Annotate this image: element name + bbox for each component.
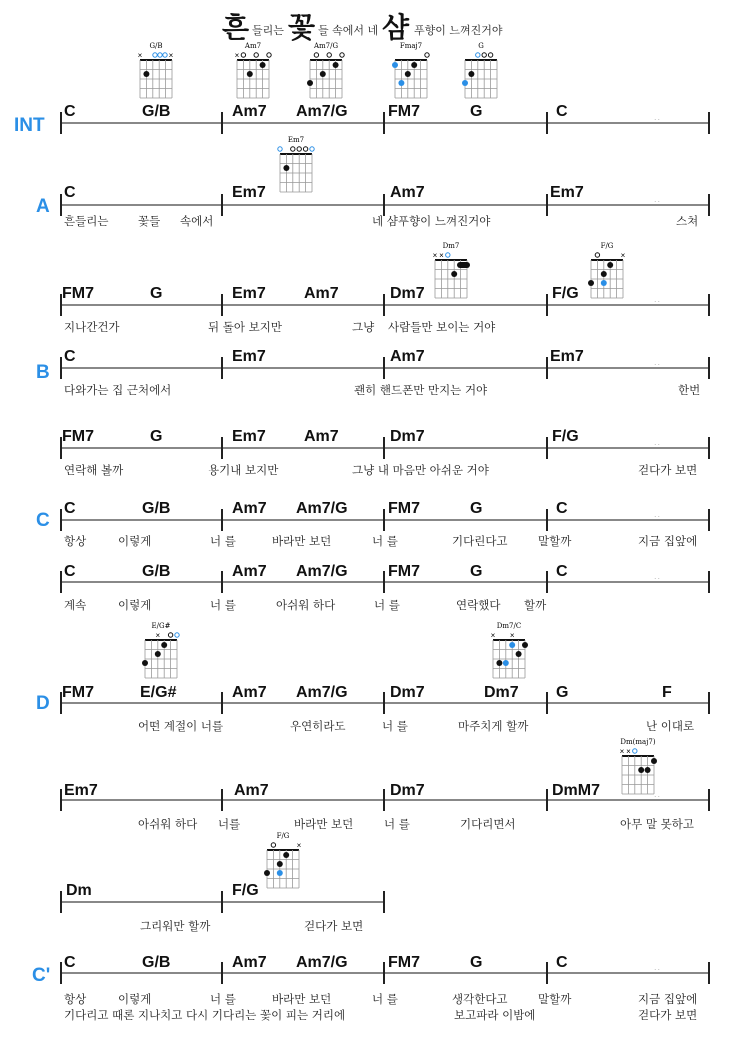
lyric: 걷다가 보면 bbox=[304, 919, 364, 933]
chord-label: F bbox=[662, 684, 672, 701]
lyric: 어떤 계절이 너를 bbox=[138, 719, 224, 733]
chord-label: Em7 bbox=[232, 348, 266, 365]
lyric: 괜히 핸드폰만 만지는 거야 bbox=[354, 383, 488, 397]
end-dots: .. bbox=[654, 194, 662, 204]
lyric: 항상 bbox=[64, 534, 87, 548]
lyric: 이렇게 bbox=[118, 992, 152, 1006]
chord-label: C bbox=[556, 500, 568, 517]
lyric: 아쉬워 하다 bbox=[138, 817, 198, 831]
chord-diagram-dm7c bbox=[488, 622, 530, 680]
chord-label: Am7 bbox=[390, 348, 425, 365]
chord-label: C bbox=[64, 184, 76, 201]
chord-label: E/G# bbox=[140, 684, 177, 701]
chord-label: DmM7 bbox=[552, 782, 601, 799]
lyric: 기다린다고 bbox=[452, 534, 508, 548]
chord-diagram-gb-label: G/B bbox=[149, 42, 163, 50]
chord-label: G/B bbox=[142, 954, 171, 971]
chord-label: FM7 bbox=[388, 563, 420, 580]
chord-label: G bbox=[470, 954, 483, 971]
chord-label: Em7 bbox=[64, 782, 98, 799]
chord-label: Dm bbox=[66, 882, 92, 899]
chord-label: Am7 bbox=[232, 954, 267, 971]
chord-label: FM7 bbox=[388, 500, 420, 517]
chord-diagram-dmmaj7 bbox=[617, 738, 659, 796]
svg-text:×: × bbox=[234, 51, 240, 60]
lyric: 걷다가 보면 bbox=[638, 463, 698, 477]
chord-label: Am7 bbox=[304, 285, 339, 302]
lyric: 연락했다 bbox=[456, 598, 501, 612]
lyric: 바라만 보던 bbox=[294, 817, 354, 831]
section-label-b: B bbox=[36, 362, 50, 383]
chord-label: Am7/G bbox=[296, 500, 348, 517]
end-dots: .. bbox=[654, 294, 662, 304]
chord-label: Em7 bbox=[550, 348, 584, 365]
lyric: 할까 bbox=[524, 598, 547, 612]
lyric: 다와가는 집 근처에서 bbox=[64, 383, 172, 397]
chord-label: Am7/G bbox=[296, 103, 348, 120]
chord-diagram-fmaj7-label: Fmaj7 bbox=[399, 42, 423, 50]
chord-label: FM7 bbox=[62, 285, 94, 302]
lyric: 사람들만 보이는 거야 bbox=[388, 320, 496, 334]
end-dots: .. bbox=[654, 357, 662, 367]
lyric: 아쉬워 하다 bbox=[276, 598, 336, 612]
chord-label: F/G bbox=[552, 285, 579, 302]
lyric: 우연히라도 bbox=[290, 719, 346, 733]
lyric: 너 를 bbox=[372, 992, 398, 1006]
section-label-a: A bbox=[36, 196, 50, 217]
chord-label: Dm7 bbox=[390, 285, 425, 302]
lyric: 바라만 보던 bbox=[272, 992, 332, 1006]
lyric: 기다리고 때론 지나치고 다시 기다리는 꽃이 피는 거리에 bbox=[64, 1008, 346, 1022]
lyric: 너 를 bbox=[382, 719, 408, 733]
chord-label: Am7 bbox=[232, 684, 267, 701]
section-label-int: INT bbox=[14, 115, 45, 136]
svg-text:×: × bbox=[626, 747, 631, 756]
chord-diagram-am7-label: Am7 bbox=[244, 42, 262, 50]
end-dots: .. bbox=[654, 437, 662, 447]
song-title bbox=[0, 6, 750, 46]
chord-diagram-g-label: G bbox=[478, 42, 484, 50]
chord-label: F/G bbox=[552, 428, 579, 445]
svg-text:×: × bbox=[439, 251, 444, 260]
chord-label: G bbox=[556, 684, 569, 701]
lyric: 너를 bbox=[218, 817, 241, 831]
lyric: 연락해 볼까 bbox=[64, 463, 124, 477]
chord-diagram-fg-2 bbox=[262, 832, 304, 890]
chord-diagram-dm7 bbox=[430, 242, 472, 300]
section-label-d: D bbox=[36, 693, 50, 714]
chord-diagram-am7g bbox=[305, 42, 347, 100]
lyric: 아무 말 못하고 bbox=[620, 817, 694, 831]
chord-label: Am7 bbox=[304, 428, 339, 445]
chord-diagram-em7 bbox=[275, 136, 317, 194]
svg-text:×: × bbox=[620, 251, 626, 260]
chord-label: FM7 bbox=[388, 103, 420, 120]
lyric: 그리워만 할까 bbox=[140, 919, 211, 933]
lyric: 걷다가 보면 bbox=[638, 1008, 698, 1022]
chord-label: C bbox=[64, 103, 76, 120]
lyric: 이렇게 bbox=[118, 534, 152, 548]
lyric: 지금 집앞에 bbox=[638, 992, 698, 1006]
chord-label: C bbox=[64, 563, 76, 580]
chord-label: G/B bbox=[142, 103, 171, 120]
svg-text:×: × bbox=[296, 841, 302, 850]
chord-diagram-fg bbox=[586, 242, 628, 300]
end-dots: .. bbox=[654, 789, 662, 799]
lyric: 생각한다고 bbox=[452, 992, 508, 1006]
chord-label: F/G bbox=[232, 882, 259, 899]
chord-diagram-em7-label: Em7 bbox=[287, 136, 305, 144]
lyric: 보고파라 이밤에 bbox=[454, 1008, 536, 1022]
chord-label: Em7 bbox=[550, 184, 584, 201]
chord-label: Am7 bbox=[390, 184, 425, 201]
chord-label: Em7 bbox=[232, 285, 266, 302]
chord-label: FM7 bbox=[388, 954, 420, 971]
chord-label: G bbox=[150, 285, 163, 302]
chord-diagram-am7g-label: Am7/G bbox=[313, 42, 339, 50]
chord-diagram-dmmaj7-label: Dm(maj7) bbox=[620, 738, 656, 746]
title-word-3: 샴 bbox=[382, 11, 410, 44]
chord-label: Em7 bbox=[232, 428, 266, 445]
chord-label: Em7 bbox=[232, 184, 266, 201]
chord-label: Am7 bbox=[232, 500, 267, 517]
lyric: 바라만 보던 bbox=[272, 534, 332, 548]
title-small-1: 들리는 bbox=[252, 24, 284, 37]
lyric: 너 를 bbox=[374, 598, 400, 612]
lyric: 용기내 보지만 bbox=[208, 463, 279, 477]
lyric: 속에서 bbox=[180, 214, 214, 228]
chord-label: Am7 bbox=[232, 103, 267, 120]
chord-label: FM7 bbox=[62, 428, 94, 445]
chord-label: Dm7 bbox=[390, 684, 425, 701]
end-dots: .. bbox=[654, 112, 662, 122]
lyric: 꽃들 bbox=[138, 214, 161, 228]
chord-label: FM7 bbox=[62, 684, 94, 701]
lyric: 그냥 bbox=[352, 320, 375, 334]
chord-diagram-dm7-label: Dm7 bbox=[442, 242, 460, 250]
chord-label: G bbox=[470, 500, 483, 517]
section-label-c: C bbox=[36, 510, 50, 531]
svg-text:×: × bbox=[509, 631, 515, 640]
chord-diagram-fg-label: F/G bbox=[600, 242, 614, 250]
chord-diagram-egs bbox=[140, 622, 182, 680]
chord-diagram-gb bbox=[135, 42, 177, 100]
chord-label: C bbox=[64, 348, 76, 365]
lyric: 지금 집앞에 bbox=[638, 534, 698, 548]
lyric: 너 를 bbox=[210, 534, 236, 548]
svg-text:×: × bbox=[432, 251, 438, 260]
svg-text:×: × bbox=[619, 747, 625, 756]
lyric: 그냥 내 마음만 아쉬운 거야 bbox=[352, 463, 489, 477]
chord-label: Dm7 bbox=[390, 428, 425, 445]
lyric: 한번 bbox=[678, 383, 701, 397]
chord-label: Am7 bbox=[234, 782, 269, 799]
chord-label: G bbox=[150, 428, 163, 445]
lyric: 이렇게 bbox=[118, 598, 152, 612]
chord-label: C bbox=[64, 500, 76, 517]
chord-diagram-am7 bbox=[232, 42, 274, 100]
chord-label: G bbox=[470, 103, 483, 120]
lyric: 계속 bbox=[64, 598, 87, 612]
lyric: 스쳐 bbox=[676, 214, 699, 228]
chord-label: G/B bbox=[142, 563, 171, 580]
chord-label: Dm7 bbox=[390, 782, 425, 799]
chord-label: G bbox=[470, 563, 483, 580]
lyric: 너 를 bbox=[372, 534, 398, 548]
chord-label: C bbox=[64, 954, 76, 971]
chord-label: C bbox=[556, 103, 568, 120]
title-word-2: 꽃 bbox=[288, 11, 316, 44]
chord-diagram-g bbox=[460, 42, 502, 100]
chord-label: Am7 bbox=[232, 563, 267, 580]
end-dots: .. bbox=[654, 962, 662, 972]
chord-label: G/B bbox=[142, 500, 171, 517]
chord-diagram-dm7c-label: Dm7/C bbox=[496, 622, 522, 630]
title-word-1: 흔 bbox=[222, 11, 250, 44]
chord-diagram-fg-2-label: F/G bbox=[276, 832, 290, 840]
lyric: 지나간건가 bbox=[64, 320, 120, 334]
lyric: 말할까 bbox=[538, 992, 572, 1006]
chord-label: C bbox=[556, 563, 568, 580]
end-dots: .. bbox=[654, 509, 662, 519]
lyric: 난 이대로 bbox=[646, 719, 695, 733]
section-label-c-prime: C' bbox=[32, 965, 51, 986]
lyric: 너 를 bbox=[384, 817, 410, 831]
title-small-3: 푸향이 느껴진거야 bbox=[414, 24, 503, 37]
lyric: 네 샴푸향이 느껴진거야 bbox=[372, 214, 491, 228]
lyric: 항상 bbox=[64, 992, 87, 1006]
chord-label: Am7/G bbox=[296, 563, 348, 580]
lyric: 흔들리는 bbox=[64, 214, 109, 228]
svg-text:×: × bbox=[137, 51, 143, 60]
lyric: 너 를 bbox=[210, 992, 236, 1006]
lyric: 마주치게 할까 bbox=[458, 719, 529, 733]
svg-text:×: × bbox=[490, 631, 496, 640]
svg-text:×: × bbox=[168, 51, 174, 60]
chord-label: Am7/G bbox=[296, 684, 348, 701]
chord-label: Am7/G bbox=[296, 954, 348, 971]
lyric: 기다리면서 bbox=[460, 817, 516, 831]
end-dots: .. bbox=[654, 571, 662, 581]
chord-diagram-egs-label: E/G# bbox=[151, 622, 171, 630]
lyric: 너 를 bbox=[210, 598, 236, 612]
title-small-2: 들 속에서 네 bbox=[318, 24, 379, 37]
lyric: 뒤 돌아 보지만 bbox=[208, 320, 282, 334]
chord-label: Dm7 bbox=[484, 684, 519, 701]
svg-text:×: × bbox=[155, 631, 161, 640]
chord-diagram-fmaj7 bbox=[390, 42, 432, 100]
chord-label: C bbox=[556, 954, 568, 971]
lyric: 말할까 bbox=[538, 534, 572, 548]
